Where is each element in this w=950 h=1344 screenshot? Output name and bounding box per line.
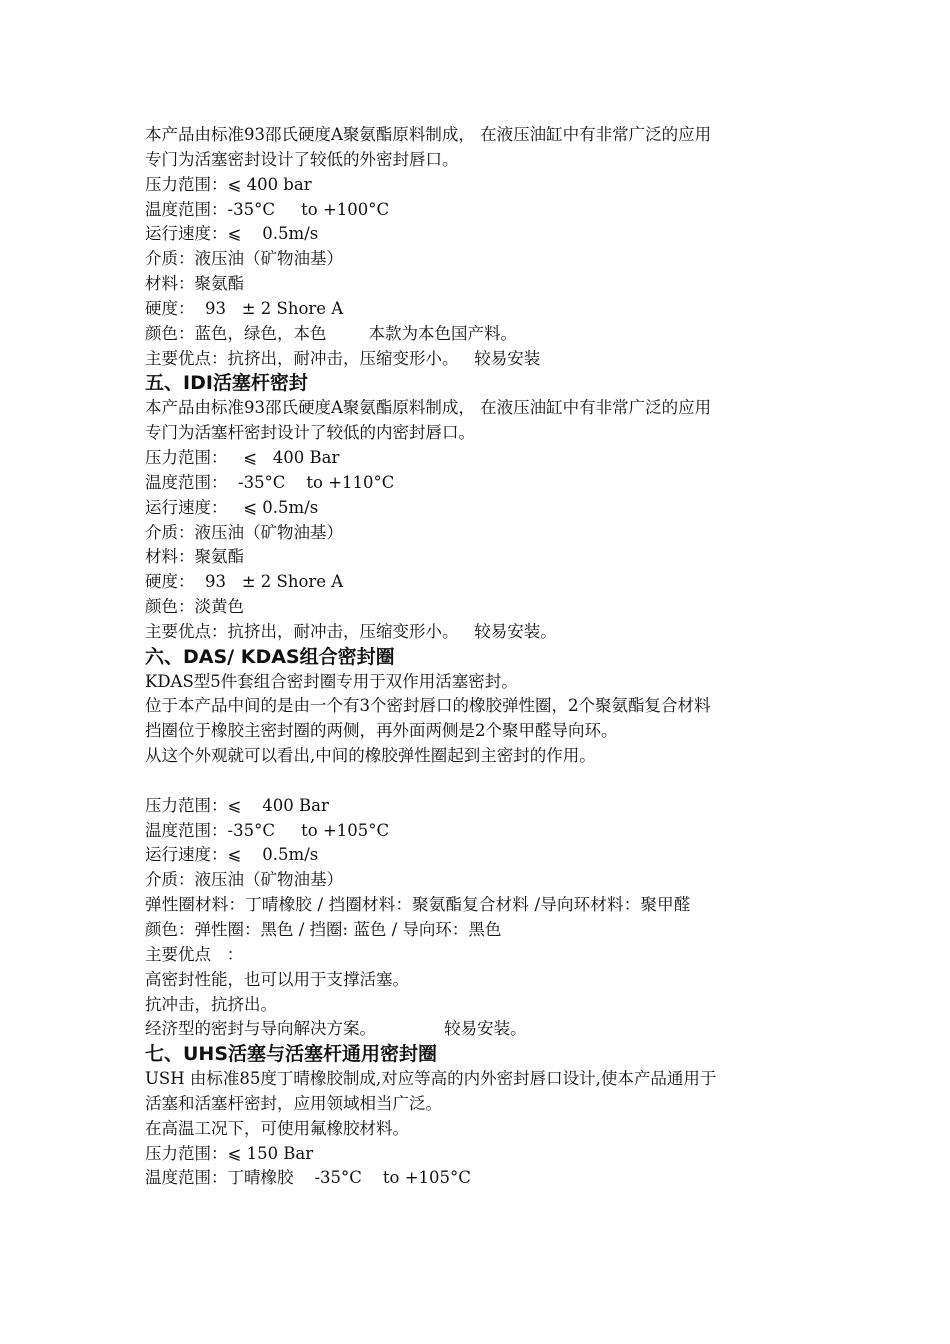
paragraph-line: 颜色：淡黄色 [145, 597, 244, 617]
paragraph-line: 专门为活塞密封设计了较低的外密封唇口。 [145, 149, 459, 169]
document-page [145, 123, 810, 1191]
paragraph-line: 温度范围： -35°C to +110°C [145, 472, 395, 492]
paragraph-line: 专门为活塞杆密封设计了较低的内密封唇口。 [145, 423, 475, 443]
paragraph-line: 本产品由标准93邵氏硬度A聚氨酯原料制成， 在液压油缸中有非常广泛的应用 [145, 125, 712, 144]
paragraph-line: 介质：液压油（矿物油基） [145, 249, 343, 269]
paragraph-line: 经济型的密封与导向解决方案。 较易安装。 [145, 1019, 527, 1039]
paragraph-line: 材料：聚氨酯 [145, 547, 244, 567]
paragraph-line: 从这个外观就可以看出,中间的橡胶弹性圈起到主密封的作用。 [145, 746, 596, 766]
section-heading: 六、DAS/ KDAS组合密封圈 [145, 645, 395, 668]
paragraph-line: 颜色：弹性圈：黑色 / 挡圈: 蓝色 / 导向环：黑色 [145, 920, 502, 939]
paragraph-line: 压力范围：⩽ 150 Bar [145, 1143, 314, 1163]
paragraph-line: 硬度： 93 ± 2 Shore A [145, 572, 344, 592]
paragraph-line: 温度范围：丁晴橡胶 -35°C to +105°C [145, 1168, 471, 1188]
section-heading: 七、UHS活塞与活塞杆通用密封圈 [145, 1043, 438, 1066]
paragraph-line: 本产品由标准93邵氏硬度A聚氨酯原料制成， 在液压油缸中有非常广泛的应用 [145, 398, 712, 418]
paragraph-line: 硬度： 93 ± 2 Shore A [145, 298, 344, 318]
paragraph-line: 运行速度：⩽ 0.5m/s [145, 224, 319, 244]
paragraph-line: USH 由标准85度丁晴橡胶制成,对应等高的内外密封唇口设计,使本产品通用于 [145, 1069, 717, 1089]
paragraph-line: 压力范围： ⩽ 400 Bar [145, 447, 340, 467]
paragraph-line: 温度范围：-35°C to +100°C [145, 199, 390, 219]
paragraph-line: 挡圈位于橡胶主密封圈的两侧，再外面两侧是2个聚甲醛导向环。 [145, 721, 618, 741]
blank-line [145, 769, 810, 794]
paragraph-line: 活塞和活塞杆密封，应用领域相当广泛。 [145, 1093, 442, 1113]
paragraph-line: 主要优点 ： [145, 944, 244, 964]
paragraph-line: 主要优点：抗挤出，耐冲击，压缩变形小。 较易安装 [145, 348, 541, 368]
paragraph-line: 抗冲击，抗挤出。 [145, 994, 277, 1014]
paragraph-line: 位于本产品中间的是由一个有3个密封唇口的橡胶弹性圈，2个聚氨酯复合材料 [145, 696, 711, 716]
paragraph-line: 介质：液压油（矿物油基） [145, 522, 343, 542]
paragraph-line: 运行速度：⩽ 0.5m/s [145, 845, 319, 865]
paragraph-line: 颜色：蓝色，绿色，本色 本款为本色国产料。 [145, 323, 517, 343]
paragraph-line: KDAS型5件套组合密封圈专用于双作用活塞密封。 [145, 671, 518, 691]
paragraph-line: 介质：液压油（矿物油基） [145, 870, 343, 890]
paragraph-line: 高密封性能，也可以用于支撑活塞。 [145, 969, 409, 989]
paragraph-line: 压力范围：⩽ 400 bar [145, 174, 312, 194]
paragraph-line: 在高温工况下，可使用氟橡胶材料。 [145, 1118, 409, 1138]
section-heading: 五、IDI活塞杆密封 [145, 372, 308, 395]
paragraph-line: 弹性圈材料：丁晴橡胶 / 挡圈材料：聚氨酯复合材料 /导向环材料：聚甲醛 [145, 895, 691, 915]
paragraph-line: 运行速度： ⩽ 0.5m/s [145, 497, 319, 517]
paragraph-line: 压力范围：⩽ 400 Bar [145, 795, 329, 815]
paragraph-line: 温度范围：-35°C to +105°C [145, 820, 390, 840]
paragraph-line: 主要优点：抗挤出，耐冲击，压缩变形小。 较易安装。 [145, 621, 557, 641]
paragraph-line: 材料：聚氨酯 [145, 274, 244, 294]
